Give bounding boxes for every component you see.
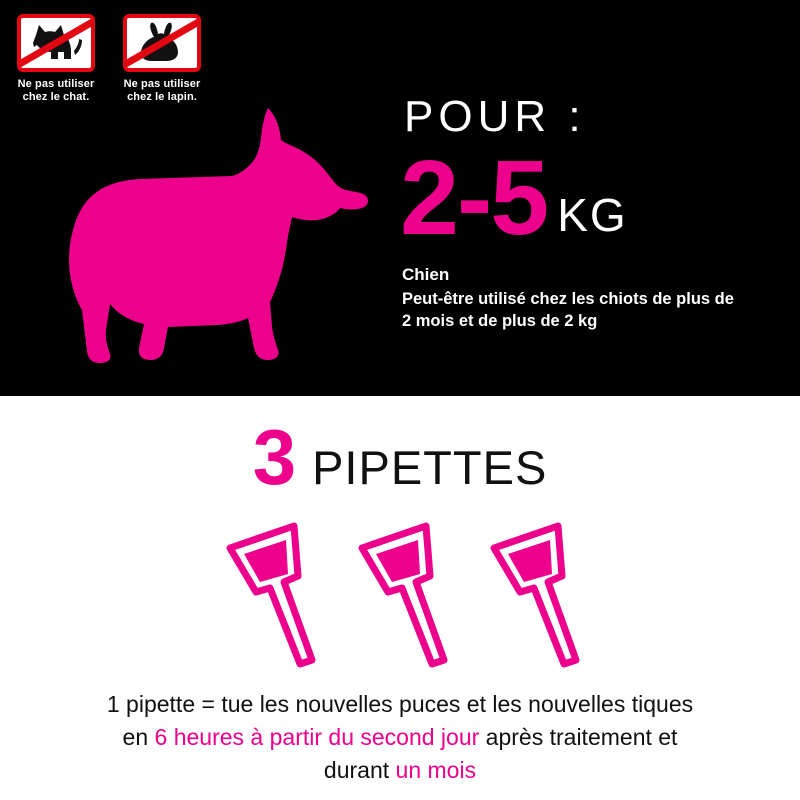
caption-line-3 <box>0 754 800 787</box>
pipette-heading <box>0 413 800 501</box>
pipette-word: PIPETTES <box>312 441 548 494</box>
pipette-caption <box>0 688 800 787</box>
dog-silhouette-icon <box>18 86 378 366</box>
species-label: Chien <box>402 265 450 284</box>
caption-line2-highlight: 6 heures à partir du second jour <box>154 724 480 750</box>
pipette-count: 3 <box>252 413 297 501</box>
caption-line-1 <box>0 688 800 721</box>
pipette-icons <box>0 514 800 674</box>
caption-line2-prefix: en <box>122 724 155 750</box>
caption-line2-suffix: après traitement et <box>479 724 678 750</box>
pipette-icon <box>340 514 460 674</box>
no-cat-icon <box>17 14 95 72</box>
caption-line3-prefix: durant <box>323 757 396 783</box>
weight-value: 2-5 <box>400 139 548 257</box>
dosage-panel <box>0 0 800 396</box>
species-note: Peut-être utilisé chez les chiots de plus de 2 mois et de plus de 2 kg <box>402 290 734 330</box>
caption-line-2 <box>0 721 800 754</box>
warning-no-rabbit-label: Ne pas utiliser chez le lapin. <box>123 78 201 103</box>
caption-line1-text: 1 pipette = tue les nouvelles puces et les nouvelles tiques <box>106 691 694 717</box>
no-rabbit-icon <box>123 14 201 72</box>
weight-range <box>400 139 628 257</box>
warning-no-cat-label: Ne pas utiliser chez le chat. <box>17 78 95 103</box>
for-label: POUR : <box>404 92 586 141</box>
pipette-icon <box>472 514 592 674</box>
dog-glyph <box>18 86 378 366</box>
pipettes-panel <box>0 396 800 800</box>
weight-unit: KG <box>557 189 628 241</box>
caption-line3-highlight: un mois <box>395 757 477 783</box>
pipette-icon <box>208 514 328 674</box>
